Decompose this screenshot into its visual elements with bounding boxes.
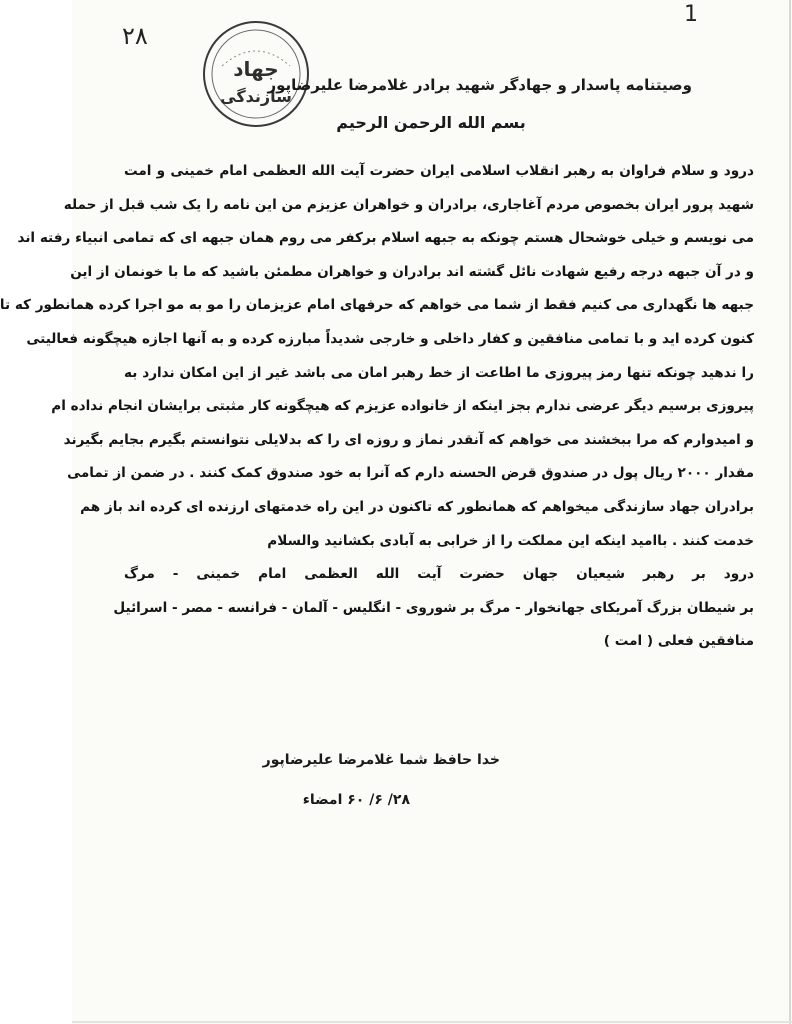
body-line: خدمت کنند . باامید اینکه این مملکت را از خرابی به آبادی بکشانید والسلام bbox=[267, 532, 754, 549]
basmala: بسم الله الرحمن الرحیم bbox=[336, 113, 526, 132]
will-body bbox=[0, 155, 754, 659]
document-title: وصیتنامه پاسدار و جهادگر شهید برادر غلامرضا علیرضاپور bbox=[267, 76, 692, 94]
body-line: درود بر رهبر شیعیان جهان حضرت آیت الله العظمی امام خمینی - مرگ bbox=[124, 566, 754, 583]
body-line: می نویسم و خیلی خوشحال هستم چونکه به جبهه اسلام برکفر می روم همان جبهه ای که تمامی انبیاء رفته اند bbox=[17, 230, 754, 247]
body-line: و در آن جبهه درجه رفیع شهادت نائل گشته اند برادران و خواهران مطمئن باشید که ما با خونمان از این bbox=[70, 263, 754, 280]
body-line: بر شیطان بزرگ آمریکای جهانخوار - مرگ بر شوروی - انگلیس - آلمان - فرانسه - مصر - اسرائیل bbox=[113, 599, 754, 616]
body-line: جبهه ها نگهداری می کنیم فقط از شما می خواهم که حرفهای امام عزیزمان را مو به مو اجرا کرده همانطور که تا bbox=[0, 297, 754, 314]
closing-line: خدا حافظ شما غلامرضا علیرضاپور bbox=[262, 752, 500, 768]
seal-word-1: جهاد bbox=[233, 57, 279, 81]
page-corner-mark: ۲۸ bbox=[122, 22, 148, 50]
page-number: 1 bbox=[684, 2, 698, 27]
body-line: مقدار ۲۰۰۰ ریال پول در صندوق قرض الحسنه دارم که آنرا به خود صندوق کمک کنند . در ضمن از تمامی bbox=[67, 465, 754, 482]
body-line: شهید پرور ایران بخصوص مردم آغاجاری، برادران و خواهران عزیزم من این نامه را یک شب قبل از حمله bbox=[63, 196, 754, 213]
body-line: را ندهید چونکه تنها رمز پیروزی ما اطاعت از خط رهبر امان می باشد غیر از این امکان ندارد به bbox=[124, 364, 754, 381]
signature-date: ۲۸/ ۶/ ۶۰ امضاء bbox=[302, 792, 410, 808]
body-line: و امیدوارم که مرا ببخشند می خواهم که آنقدر نماز و روزه ای را که بدلایلی نتوانستم بگیرم بجایم بگیرند bbox=[63, 431, 754, 448]
seal-word-2: سازندگی bbox=[220, 87, 292, 106]
body-line: منافقین فعلی ( امت ) bbox=[603, 633, 754, 650]
body-line: پیروزی برسیم دیگر عرضی ندارم بجز اینکه از خانواده عزیزم که هیچگونه کار مثبتی برایشان انجام نداده ام bbox=[51, 398, 754, 415]
body-line: کنون کرده اید و با تمامی منافقین و کفار داخلی و خارجی شدیداً مبارزه کرده و به آنها اجازه هیچگونه فعالیتی bbox=[26, 330, 754, 347]
body-line: درود و سلام فراوان به رهبر انقلاب اسلامی ایران حضرت آیت الله العظمی امام خمینی و امت bbox=[124, 163, 754, 179]
body-line: برادران جهاد سازندگی میخواهم که همانطور که تاکنون در این راه خدمتهای ارزنده ای کرده اند باز هم bbox=[80, 498, 754, 515]
